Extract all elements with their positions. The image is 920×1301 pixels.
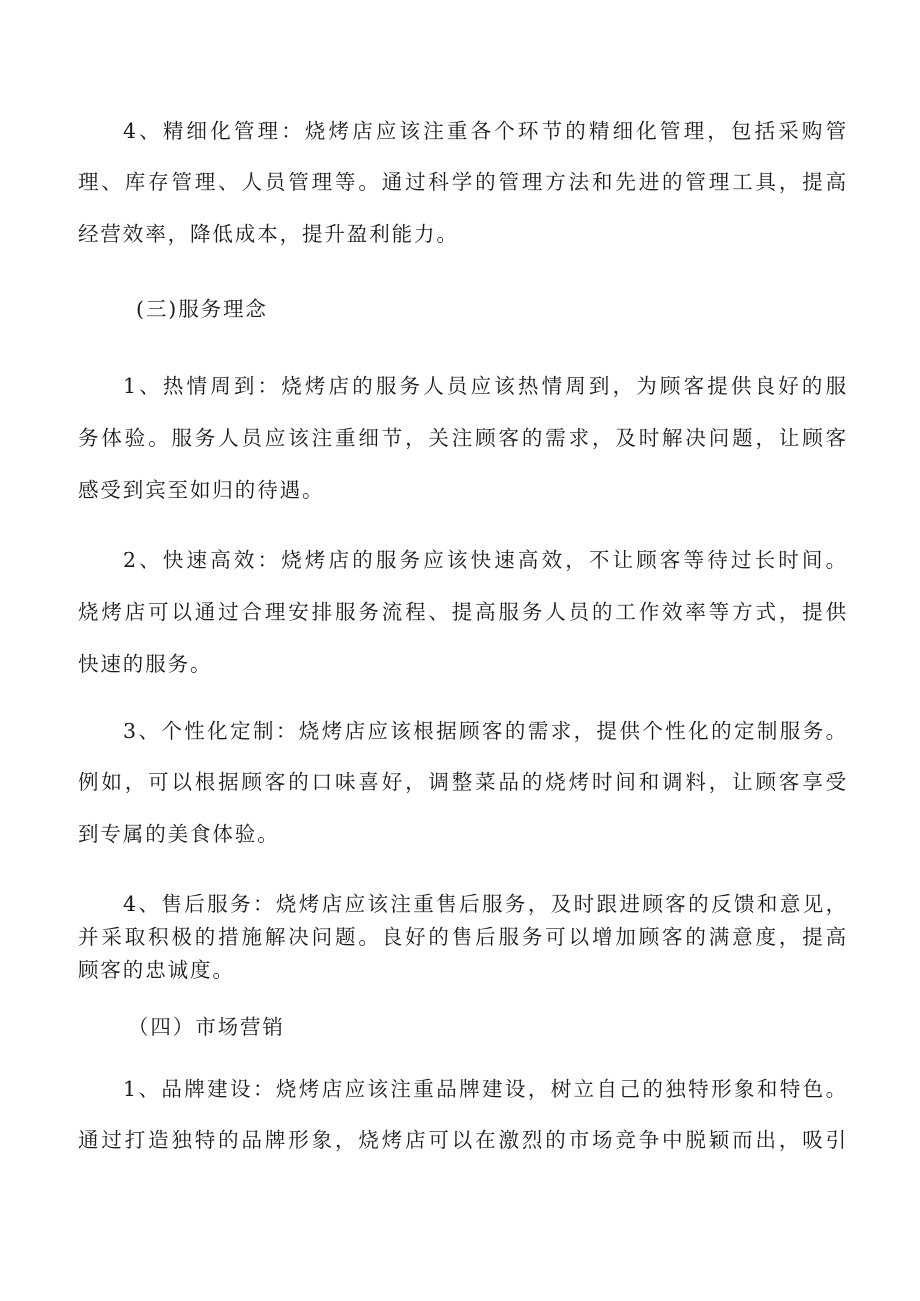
- paragraph-line: 烧烤店可以通过合理安排服务流程、提高服务人员的工作效率等方式，提供: [78, 600, 848, 624]
- paragraph-line: 2、快速高效：烧烤店的服务应该快速高效，不让顾客等待过长时间。: [123, 548, 848, 572]
- paragraph-line: 例如，可以根据顾客的口味喜好，调整菜品的烧烤时间和调料，让顾客享受: [78, 770, 848, 794]
- section-heading: (三)服务理念: [136, 297, 268, 321]
- paragraph-line: 1、热情周到：烧烤店的服务人员应该热情周到，为顾客提供良好的服: [123, 374, 848, 398]
- paragraph-line: 理、库存管理、人员管理等。通过科学的管理方法和先进的管理工具，提高: [78, 170, 848, 194]
- paragraph-line: 1、品牌建设：烧烤店应该注重品牌建设，树立自己的独特形象和特色。: [123, 1077, 848, 1101]
- section-heading: （四）市场营销: [128, 1015, 285, 1039]
- paragraph-line: 快速的服务。: [78, 652, 213, 676]
- paragraph-line: 通过打造独特的品牌形象，烧烤店可以在激烈的市场竞争中脱颖而出，吸引: [78, 1128, 848, 1152]
- paragraph-line: 并采取积极的措施解决问题。良好的售后服务可以增加顾客的满意度，提高: [78, 925, 848, 949]
- paragraph-line: 4、精细化管理：烧烤店应该注重各个环节的精细化管理，包括采购管: [123, 119, 848, 143]
- paragraph-line: 到专属的美食体验。: [78, 822, 280, 846]
- paragraph-line: 务体验。服务人员应该注重细节，关注顾客的需求，及时解决问题，让顾客: [78, 426, 848, 450]
- paragraph-line: 3、个性化定制：烧烤店应该根据顾客的需求，提供个性化的定制服务。: [123, 719, 848, 743]
- paragraph-line: 顾客的忠诚度。: [78, 958, 235, 982]
- paragraph-line: 经营效率，降低成本，提升盈利能力。: [78, 222, 459, 246]
- paragraph-line: 4、售后服务：烧烤店应该注重售后服务，及时跟进顾客的反馈和意见，: [123, 892, 848, 916]
- paragraph-line: 感受到宾至如归的待遇。: [78, 478, 325, 502]
